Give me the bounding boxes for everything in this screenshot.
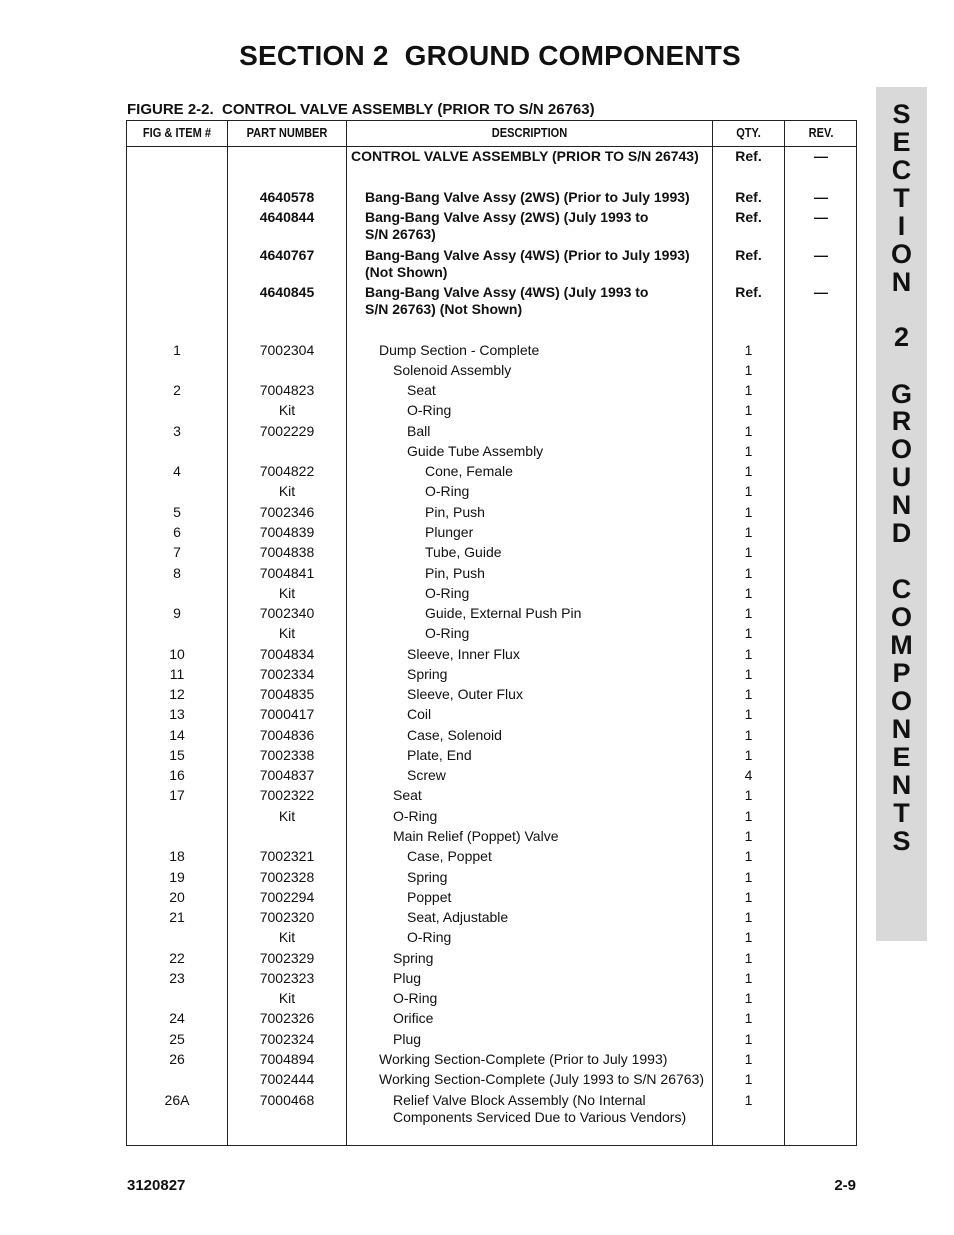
description-cell: CONTROL VALVE ASSEMBLY (PRIOR TO S/N 26743) (351, 148, 699, 164)
part-number-cell: 7002320 (259, 909, 315, 925)
document-number: 3120827 (127, 1177, 186, 1194)
qty-cell: 1 (744, 929, 753, 945)
fig-item-cell: 10 (169, 646, 185, 662)
qty-cell: 1 (744, 463, 753, 479)
description-cell: Main Relief (Poppet) Valve (393, 828, 559, 844)
fig-item-cell: 26 (169, 1051, 185, 1067)
part-number-cell: 7002338 (259, 747, 315, 763)
description-cell: O-Ring (425, 483, 470, 499)
part-number-cell: 7004839 (259, 524, 315, 540)
description-cell: Case, Solenoid (407, 727, 502, 743)
description-cell: Spring (407, 869, 448, 885)
part-number-cell: 7004822 (259, 463, 315, 479)
qty-cell: 1 (744, 443, 753, 459)
qty-cell: 1 (744, 1071, 753, 1087)
sidebar-letter: S (892, 99, 911, 129)
qty-cell: 1 (744, 605, 753, 621)
rev-cell: — (814, 148, 828, 164)
fig-item-cell: 5 (173, 504, 181, 520)
sidebar-letter: N (891, 267, 912, 297)
qty-cell: 1 (744, 889, 753, 905)
sidebar-letter: M (890, 630, 913, 660)
fig-item-cell: 3 (173, 423, 181, 439)
sidebar-letter: D (891, 518, 912, 548)
parts-table (126, 120, 857, 1146)
description-cell: Guide Tube Assembly (407, 443, 544, 459)
header-part-number: PART NUMBER (246, 125, 328, 140)
qty-cell: 4 (744, 767, 753, 783)
part-number-cell: Kit (278, 585, 296, 601)
part-number-cell: 7002346 (259, 504, 315, 520)
qty-cell: Ref. (735, 189, 762, 205)
qty-cell: 1 (744, 686, 753, 702)
part-number-cell: 7004836 (259, 727, 315, 743)
sidebar-letter: O (890, 434, 912, 464)
qty-cell: 1 (744, 585, 753, 601)
description-cell: O-Ring (425, 585, 470, 601)
fig-item-cell: 25 (169, 1031, 185, 1047)
description-cell: Bang-Bang Valve Assy (4WS) (Prior to July 1993) (Not Shown) (365, 247, 690, 280)
part-number-cell: 7004837 (259, 767, 315, 783)
part-number-cell: Kit (278, 402, 296, 418)
header-description: DESCRIPTION (491, 125, 568, 140)
sidebar-letter: C (891, 155, 912, 185)
part-number-cell: 4640767 (259, 247, 315, 263)
description-cell: Plug (393, 970, 422, 986)
description-cell: Orifice (393, 1010, 434, 1026)
qty-cell: 1 (744, 869, 753, 885)
header-fig-item: FIG & ITEM # (142, 125, 212, 140)
part-number-cell: Kit (278, 483, 296, 499)
part-number-cell: 7002326 (259, 1010, 315, 1026)
description-cell: Cone, Female (425, 463, 513, 479)
qty-cell: 1 (744, 909, 753, 925)
part-number-cell: 7004838 (259, 544, 315, 560)
description-cell: Working Section-Complete (Prior to July 1993) (379, 1051, 668, 1067)
description-cell: Spring (393, 950, 434, 966)
part-number-cell: 7002304 (259, 342, 315, 358)
part-number-cell: 4640845 (259, 284, 315, 300)
fig-item-cell: 21 (169, 909, 185, 925)
part-number-cell: 7000468 (259, 1092, 315, 1108)
qty-cell: 1 (744, 382, 753, 398)
description-cell: Pin, Push (425, 565, 485, 581)
fig-item-cell: 16 (169, 767, 185, 783)
qty-cell: 1 (744, 504, 753, 520)
description-cell: Sleeve, Inner Flux (407, 646, 520, 662)
part-number-cell: 7002444 (259, 1071, 315, 1087)
qty-cell: 1 (744, 950, 753, 966)
qty-cell: 1 (744, 747, 753, 763)
sidebar-letter: 2 (893, 322, 910, 352)
fig-item-cell: 1 (173, 342, 181, 358)
part-number-cell: 7004841 (259, 565, 315, 581)
fig-item-cell: 8 (173, 565, 181, 581)
rev-cell: — (814, 189, 828, 205)
description-cell: Bang-Bang Valve Assy (4WS) (July 1993 to S/N 26763) (Not Shown) (365, 284, 649, 317)
description-cell: Bang-Bang Valve Assy (2WS) (July 1993 to S/N 26763) (365, 209, 649, 242)
sidebar-letter: E (892, 742, 911, 772)
fig-item-cell: 15 (169, 747, 185, 763)
sidebar-letter: O (890, 239, 912, 269)
part-number-cell: 7002334 (259, 666, 315, 682)
description-cell: O-Ring (393, 990, 438, 1006)
qty-cell: 1 (744, 1031, 753, 1047)
description-cell: Poppet (407, 889, 452, 905)
description-cell: Coil (407, 706, 432, 722)
qty-cell: 1 (744, 727, 753, 743)
description-cell: Spring (407, 666, 448, 682)
part-number-cell: Kit (278, 625, 296, 641)
rev-cell: — (814, 209, 828, 225)
part-number-cell: 7002340 (259, 605, 315, 621)
sidebar-letter: O (890, 686, 912, 716)
qty-cell: 1 (744, 565, 753, 581)
fig-item-cell: 17 (169, 787, 185, 803)
fig-item-cell: 20 (169, 889, 185, 905)
rev-cell: — (814, 284, 828, 300)
part-number-cell: 7004834 (259, 646, 315, 662)
sidebar-letter: S (892, 826, 911, 856)
qty-cell: 1 (744, 483, 753, 499)
qty-cell: 1 (744, 362, 753, 378)
sidebar-letter: R (891, 406, 912, 436)
fig-item-cell: 9 (173, 605, 181, 621)
part-number-cell: Kit (278, 929, 296, 945)
page-number: 2-9 (834, 1177, 856, 1194)
sidebar-letter: N (891, 770, 912, 800)
sidebar-letter: U (891, 462, 912, 492)
qty-cell: Ref. (735, 148, 762, 164)
description-cell: O-Ring (407, 929, 452, 945)
qty-cell: 1 (744, 828, 753, 844)
qty-cell: 1 (744, 990, 753, 1006)
sidebar-letter: N (891, 490, 912, 520)
description-cell: O-Ring (407, 402, 452, 418)
description-cell: Relief Valve Block Assembly (No Internal Components Serviced Due to Various Vendors) (393, 1092, 687, 1125)
part-number-cell: 7000417 (259, 706, 315, 722)
description-cell: Sleeve, Outer Flux (407, 686, 523, 702)
fig-item-cell: 19 (169, 869, 185, 885)
sidebar-letter: T (893, 798, 910, 828)
part-number-cell: 7004823 (259, 382, 315, 398)
part-number-cell: 7004894 (259, 1051, 315, 1067)
description-cell: O-Ring (393, 808, 438, 824)
sidebar-letter: T (893, 183, 910, 213)
part-number-cell: 7002329 (259, 950, 315, 966)
part-number-cell: 4640844 (259, 209, 315, 225)
fig-item-cell: 14 (169, 727, 185, 743)
sidebar-letter: C (891, 574, 912, 604)
part-number-cell: 7002294 (259, 889, 315, 905)
qty-cell: 1 (744, 808, 753, 824)
description-cell: Pin, Push (425, 504, 485, 520)
sidebar-letter: P (892, 658, 911, 688)
description-cell: Plate, End (407, 747, 472, 763)
fig-item-cell: 4 (173, 463, 181, 479)
fig-item-cell: 12 (169, 686, 185, 702)
qty-cell: 1 (744, 1051, 753, 1067)
description-cell: Plunger (425, 524, 474, 540)
description-cell: O-Ring (425, 625, 470, 641)
qty-cell: 1 (744, 848, 753, 864)
part-number-cell: 7002323 (259, 970, 315, 986)
description-cell: Screw (407, 767, 446, 783)
description-cell: Ball (407, 423, 431, 439)
part-number-cell: Kit (278, 990, 296, 1006)
qty-cell: 1 (744, 646, 753, 662)
qty-cell: 1 (744, 787, 753, 803)
fig-item-cell: 18 (169, 848, 185, 864)
qty-cell: 1 (744, 402, 753, 418)
fig-item-cell: 7 (173, 544, 181, 560)
qty-cell: 1 (744, 625, 753, 641)
part-number-cell: 7004835 (259, 686, 315, 702)
qty-cell: 1 (744, 706, 753, 722)
part-number-cell: Kit (278, 808, 296, 824)
sidebar-letter: G (890, 379, 912, 409)
qty-cell: 1 (744, 544, 753, 560)
fig-item-cell: 11 (169, 666, 185, 682)
part-number-cell: 7002328 (259, 869, 315, 885)
sidebar-letter: O (890, 602, 912, 632)
description-cell: Seat, Adjustable (407, 909, 509, 925)
qty-cell: 1 (744, 1010, 753, 1026)
description-cell: Working Section-Complete (July 1993 to S/N 26763) (379, 1071, 705, 1087)
fig-item-cell: 24 (169, 1010, 185, 1026)
section-title: SECTION 2 GROUND COMPONENTS (239, 40, 741, 71)
qty-cell: Ref. (735, 209, 762, 225)
qty-cell: Ref. (735, 284, 762, 300)
header-qty: QTY. (736, 125, 761, 140)
description-cell: Seat (393, 787, 422, 803)
qty-cell: Ref. (735, 247, 762, 263)
qty-cell: 1 (744, 970, 753, 986)
header-rev: REV. (808, 125, 834, 140)
fig-item-cell: 22 (169, 950, 185, 966)
description-cell: Seat (407, 382, 436, 398)
part-number-cell: 7002322 (259, 787, 315, 803)
qty-cell: 1 (744, 1092, 753, 1108)
fig-item-cell: 2 (173, 382, 181, 398)
fig-item-cell: 6 (173, 524, 181, 540)
description-cell: Guide, External Push Pin (425, 605, 582, 621)
description-cell: Bang-Bang Valve Assy (2WS) (Prior to July 1993) (365, 189, 690, 205)
qty-cell: 1 (744, 666, 753, 682)
part-number-cell: 7002324 (259, 1031, 315, 1047)
qty-cell: 1 (744, 524, 753, 540)
description-cell: Solenoid Assembly (393, 362, 512, 378)
fig-item-cell: 26A (164, 1092, 190, 1108)
fig-item-cell: 23 (169, 970, 185, 986)
table-body (127, 121, 856, 1145)
sidebar-letter: E (892, 127, 911, 157)
rev-cell: — (814, 247, 828, 263)
description-cell: Case, Poppet (407, 848, 492, 864)
sidebar-letter: N (891, 714, 912, 744)
description-cell: Plug (393, 1031, 422, 1047)
figure-title: FIGURE 2-2. CONTROL VALVE ASSEMBLY (PRIOR TO S/N 26763) (127, 101, 595, 118)
qty-cell: 1 (744, 423, 753, 439)
part-number-cell: 4640578 (259, 189, 315, 205)
part-number-cell: 7002229 (259, 423, 315, 439)
description-cell: Tube, Guide (425, 544, 502, 560)
qty-cell: 1 (744, 342, 753, 358)
part-number-cell: 7002321 (259, 848, 315, 864)
description-cell: Dump Section - Complete (379, 342, 540, 358)
fig-item-cell: 13 (169, 706, 185, 722)
sidebar-letter: I (897, 211, 906, 241)
